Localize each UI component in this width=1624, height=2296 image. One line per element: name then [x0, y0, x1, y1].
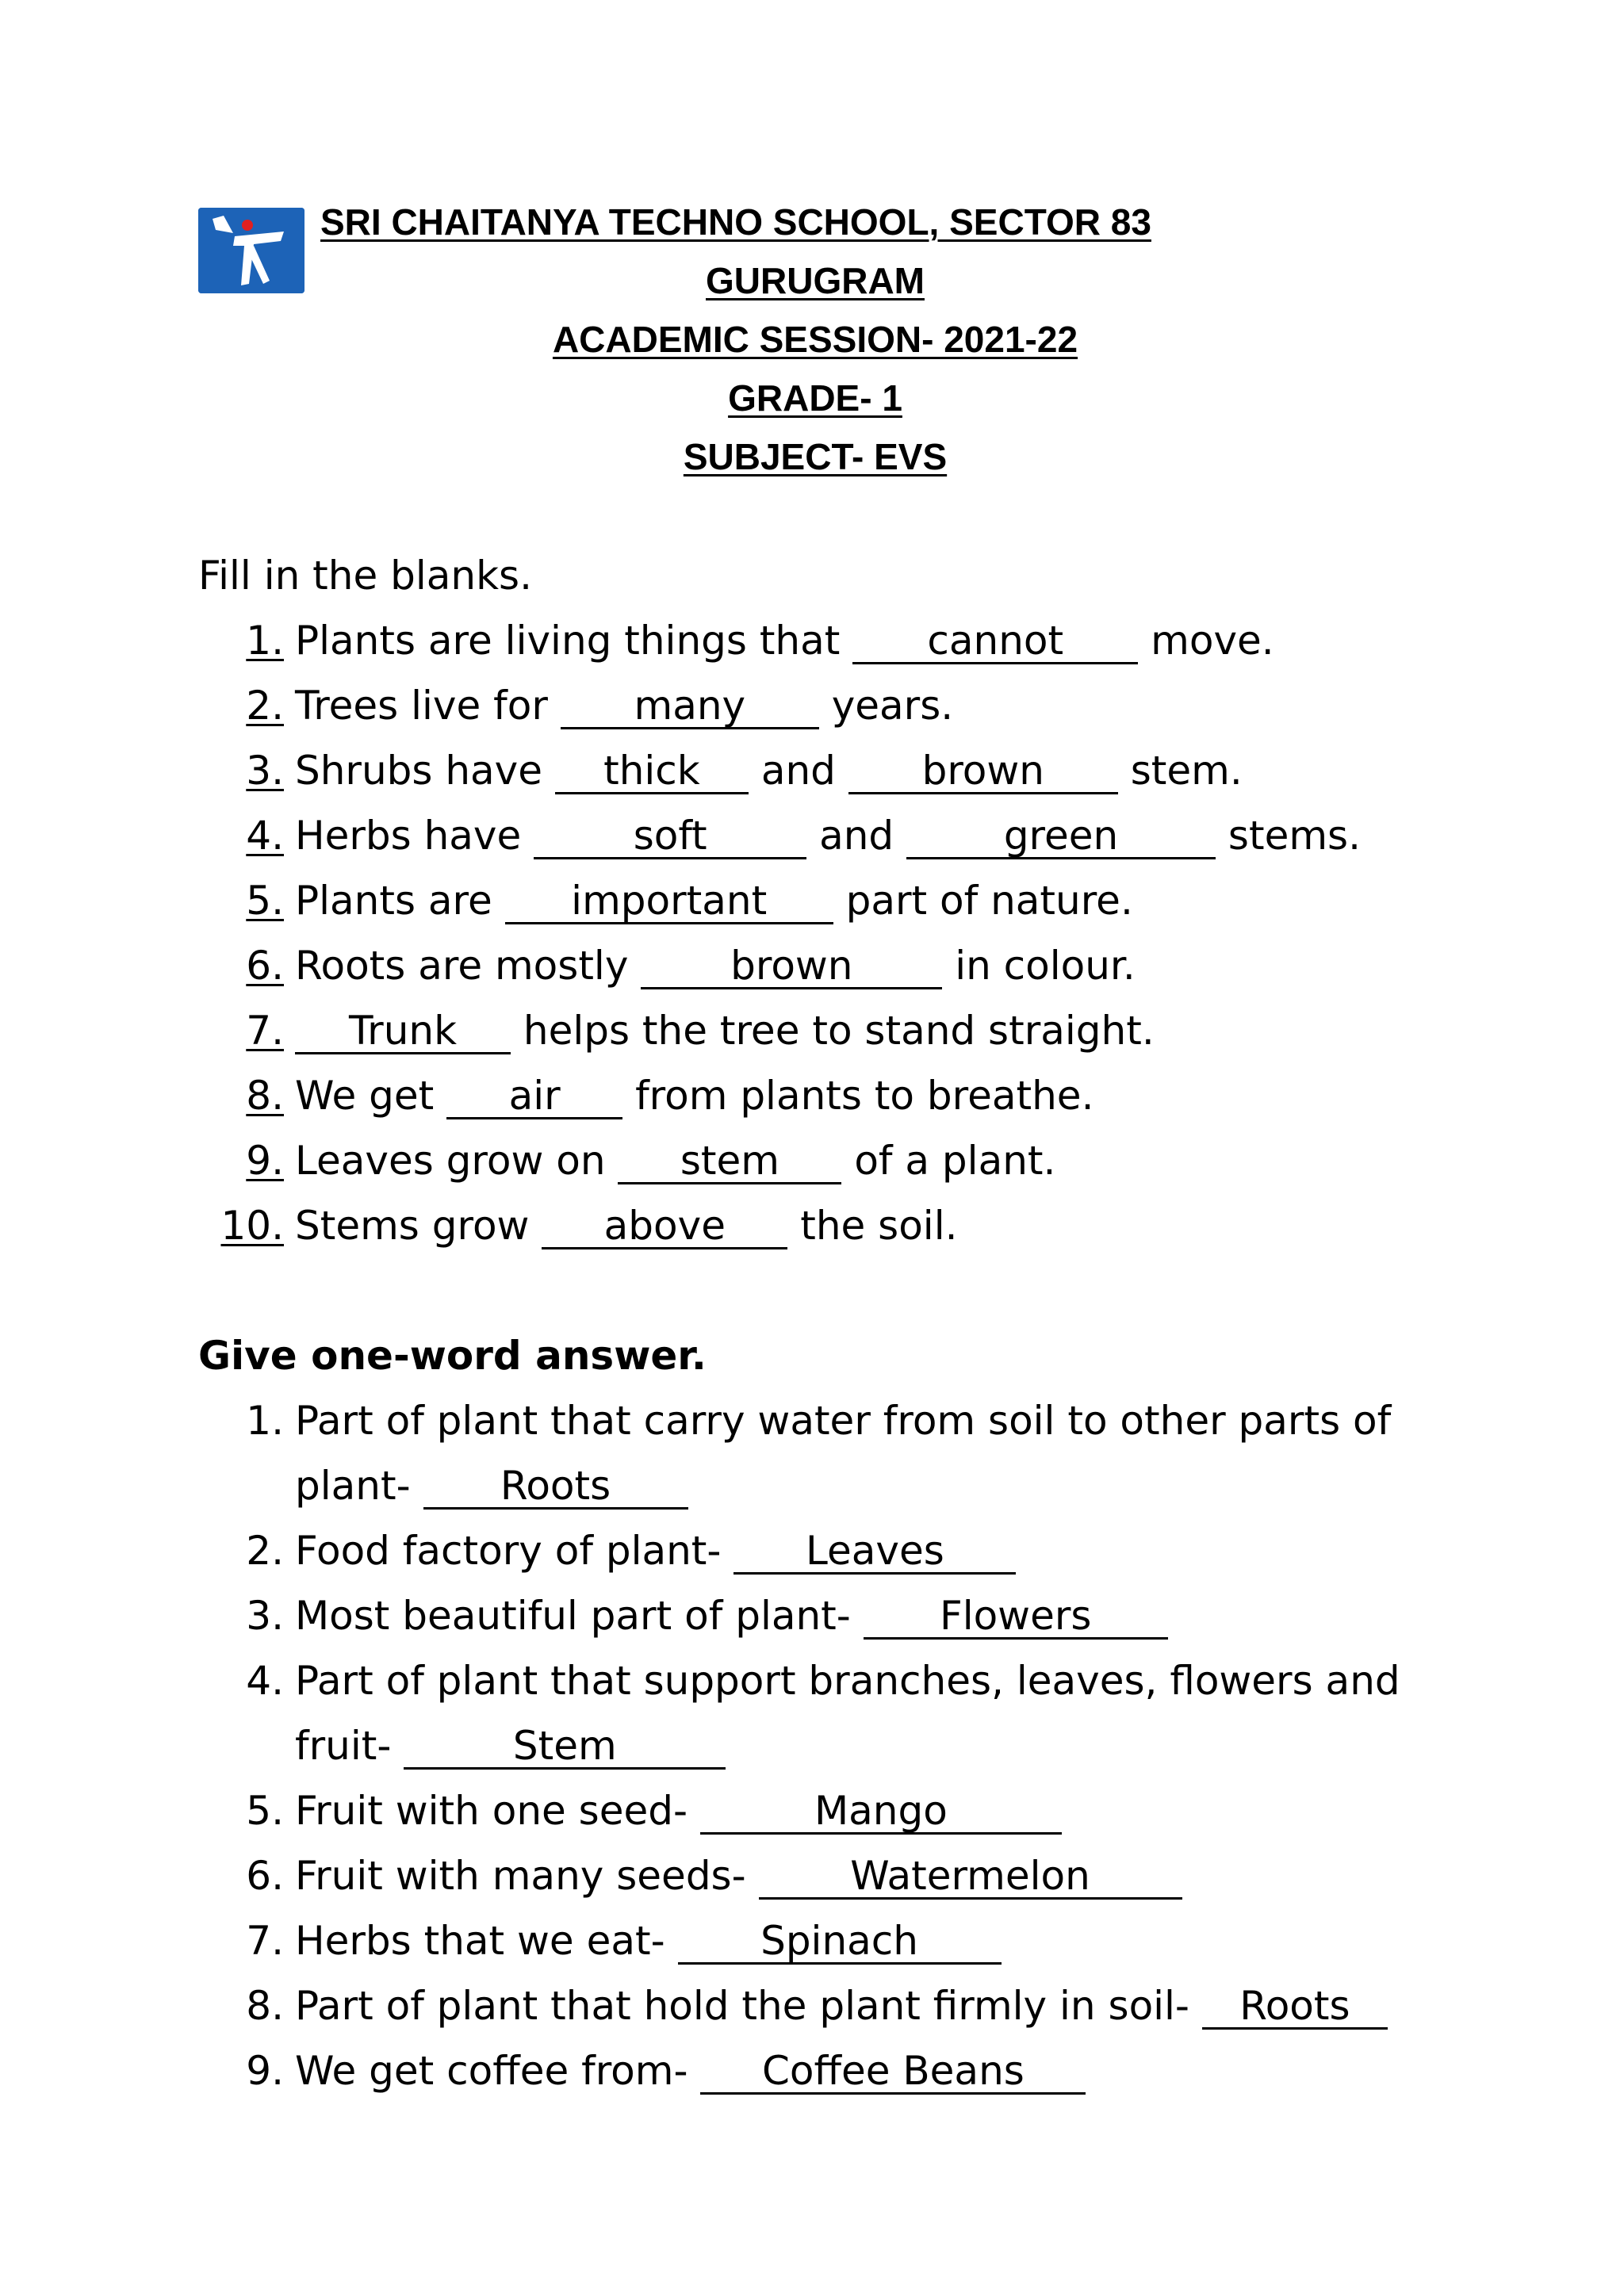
answer-blank: Coffee Beans: [700, 2049, 1086, 2095]
fill-blank-item-7: 7. Trunk helps the tree to stand straight.: [198, 1005, 1155, 1056]
one-word-item-1-answer-line: plant- Roots: [295, 1460, 688, 1511]
item-number: 5.: [246, 878, 284, 924]
one-word-item-7: 7. Herbs that we eat- Spinach: [198, 1915, 1002, 1966]
item-number: 1.: [246, 1398, 284, 1444]
fill-blank-item-5: 5. Plants are important part of nature.: [198, 875, 1133, 926]
fill-blanks-title: Fill in the blanks.: [198, 553, 532, 599]
item-number: 1.: [246, 618, 284, 664]
item-number: 10.: [220, 1203, 284, 1249]
fill-blank-item-8: 8. We get air from plants to breathe.: [198, 1070, 1094, 1121]
item-number: 4.: [246, 813, 284, 859]
school-city: GURUGRAM: [706, 260, 925, 301]
answer-blank: Trunk: [295, 1008, 511, 1054]
answer-blank: stem: [618, 1138, 841, 1184]
academic-session: ACADEMIC SESSION- 2021-22: [552, 319, 1078, 360]
answer-blank: Roots: [423, 1464, 688, 1510]
item-number: 8.: [246, 1073, 284, 1119]
fill-blank-item-3: 3. Shrubs have thick and brown stem.: [198, 745, 1243, 796]
item-number: 8.: [246, 1983, 284, 2029]
answer-blank: Mango: [700, 1789, 1062, 1835]
item-number: 9.: [246, 1138, 284, 1184]
subject-label: SUBJECT- EVS: [683, 436, 948, 477]
item-number: 6.: [246, 1853, 284, 1899]
fill-blank-item-6: 6. Roots are mostly brown in colour.: [198, 940, 1136, 991]
answer-blank: Spinach: [678, 1919, 1002, 1965]
item-number: 6.: [246, 943, 284, 989]
answer-blank: important: [505, 878, 833, 924]
answer-blank: air: [446, 1073, 622, 1119]
answer-blank: soft: [534, 813, 806, 859]
one-word-item-8: 8. Part of plant that hold the plant firmly in soil- Roots: [198, 1980, 1388, 2031]
item-number: 4.: [246, 1658, 284, 1704]
one-word-item-9: 9. We get coffee from- Coffee Beans: [198, 2045, 1086, 2096]
answer-blank: many: [561, 683, 819, 729]
answer-blank: Roots: [1202, 1984, 1388, 2030]
answer-blank: Leaves: [733, 1529, 1016, 1575]
fill-blank-item-4: 4. Herbs have soft and green stems.: [198, 810, 1361, 861]
answer-blank: above: [542, 1203, 787, 1249]
item-number: 3.: [246, 1593, 284, 1639]
fill-blank-item-2: 2. Trees live for many years.: [198, 680, 953, 731]
fill-blank-item-9: 9. Leaves grow on stem of a plant.: [198, 1135, 1055, 1186]
answer-blank: cannot: [852, 618, 1138, 664]
question-text: Part of plant that carry water from soil to other parts of: [295, 1398, 1392, 1444]
one-word-item-2: 2. Food factory of plant- Leaves: [198, 1525, 1016, 1576]
one-word-item-6: 6. Fruit with many seeds- Watermelon: [198, 1850, 1182, 1901]
fill-blank-item-10: 10. Stems grow above the soil.: [198, 1200, 958, 1251]
answer-blank: Flowers: [864, 1594, 1168, 1640]
one-word-item-4: [198, 1655, 1400, 1706]
one-word-item-1: [198, 1395, 1391, 1446]
answer-blank: brown: [641, 943, 942, 989]
one-word-title: Give one-word answer.: [198, 1333, 707, 1379]
one-word-item-3: 3. Most beautiful part of plant- Flowers: [198, 1590, 1168, 1641]
item-number: 5.: [246, 1788, 284, 1834]
answer-blank: Watermelon: [759, 1854, 1182, 1900]
grade-label: GRADE- 1: [728, 377, 902, 419]
answer-blank-2: green: [906, 813, 1216, 859]
school-name: SRI CHAITANYA TECHNO SCHOOL, SECTOR 83: [320, 201, 1151, 243]
question-text: Part of plant that support branches, leaves, flowers and: [295, 1658, 1400, 1704]
answer-blank: thick: [555, 748, 749, 794]
item-number: 2.: [246, 1528, 284, 1574]
item-number: 2.: [246, 683, 284, 729]
one-word-item-5: 5. Fruit with one seed- Mango: [198, 1785, 1062, 1836]
item-number: 3.: [246, 748, 284, 794]
fill-blank-item-1: 1. Plants are living things that cannot move.: [198, 615, 1274, 666]
answer-blank-2: brown: [848, 748, 1118, 794]
answer-blank: Stem: [404, 1724, 726, 1770]
item-number: 7.: [246, 1918, 284, 1964]
item-number: 7.: [246, 1008, 284, 1054]
item-number: 9.: [246, 2048, 284, 2094]
one-word-item-4-answer-line: fruit- Stem: [295, 1720, 726, 1771]
